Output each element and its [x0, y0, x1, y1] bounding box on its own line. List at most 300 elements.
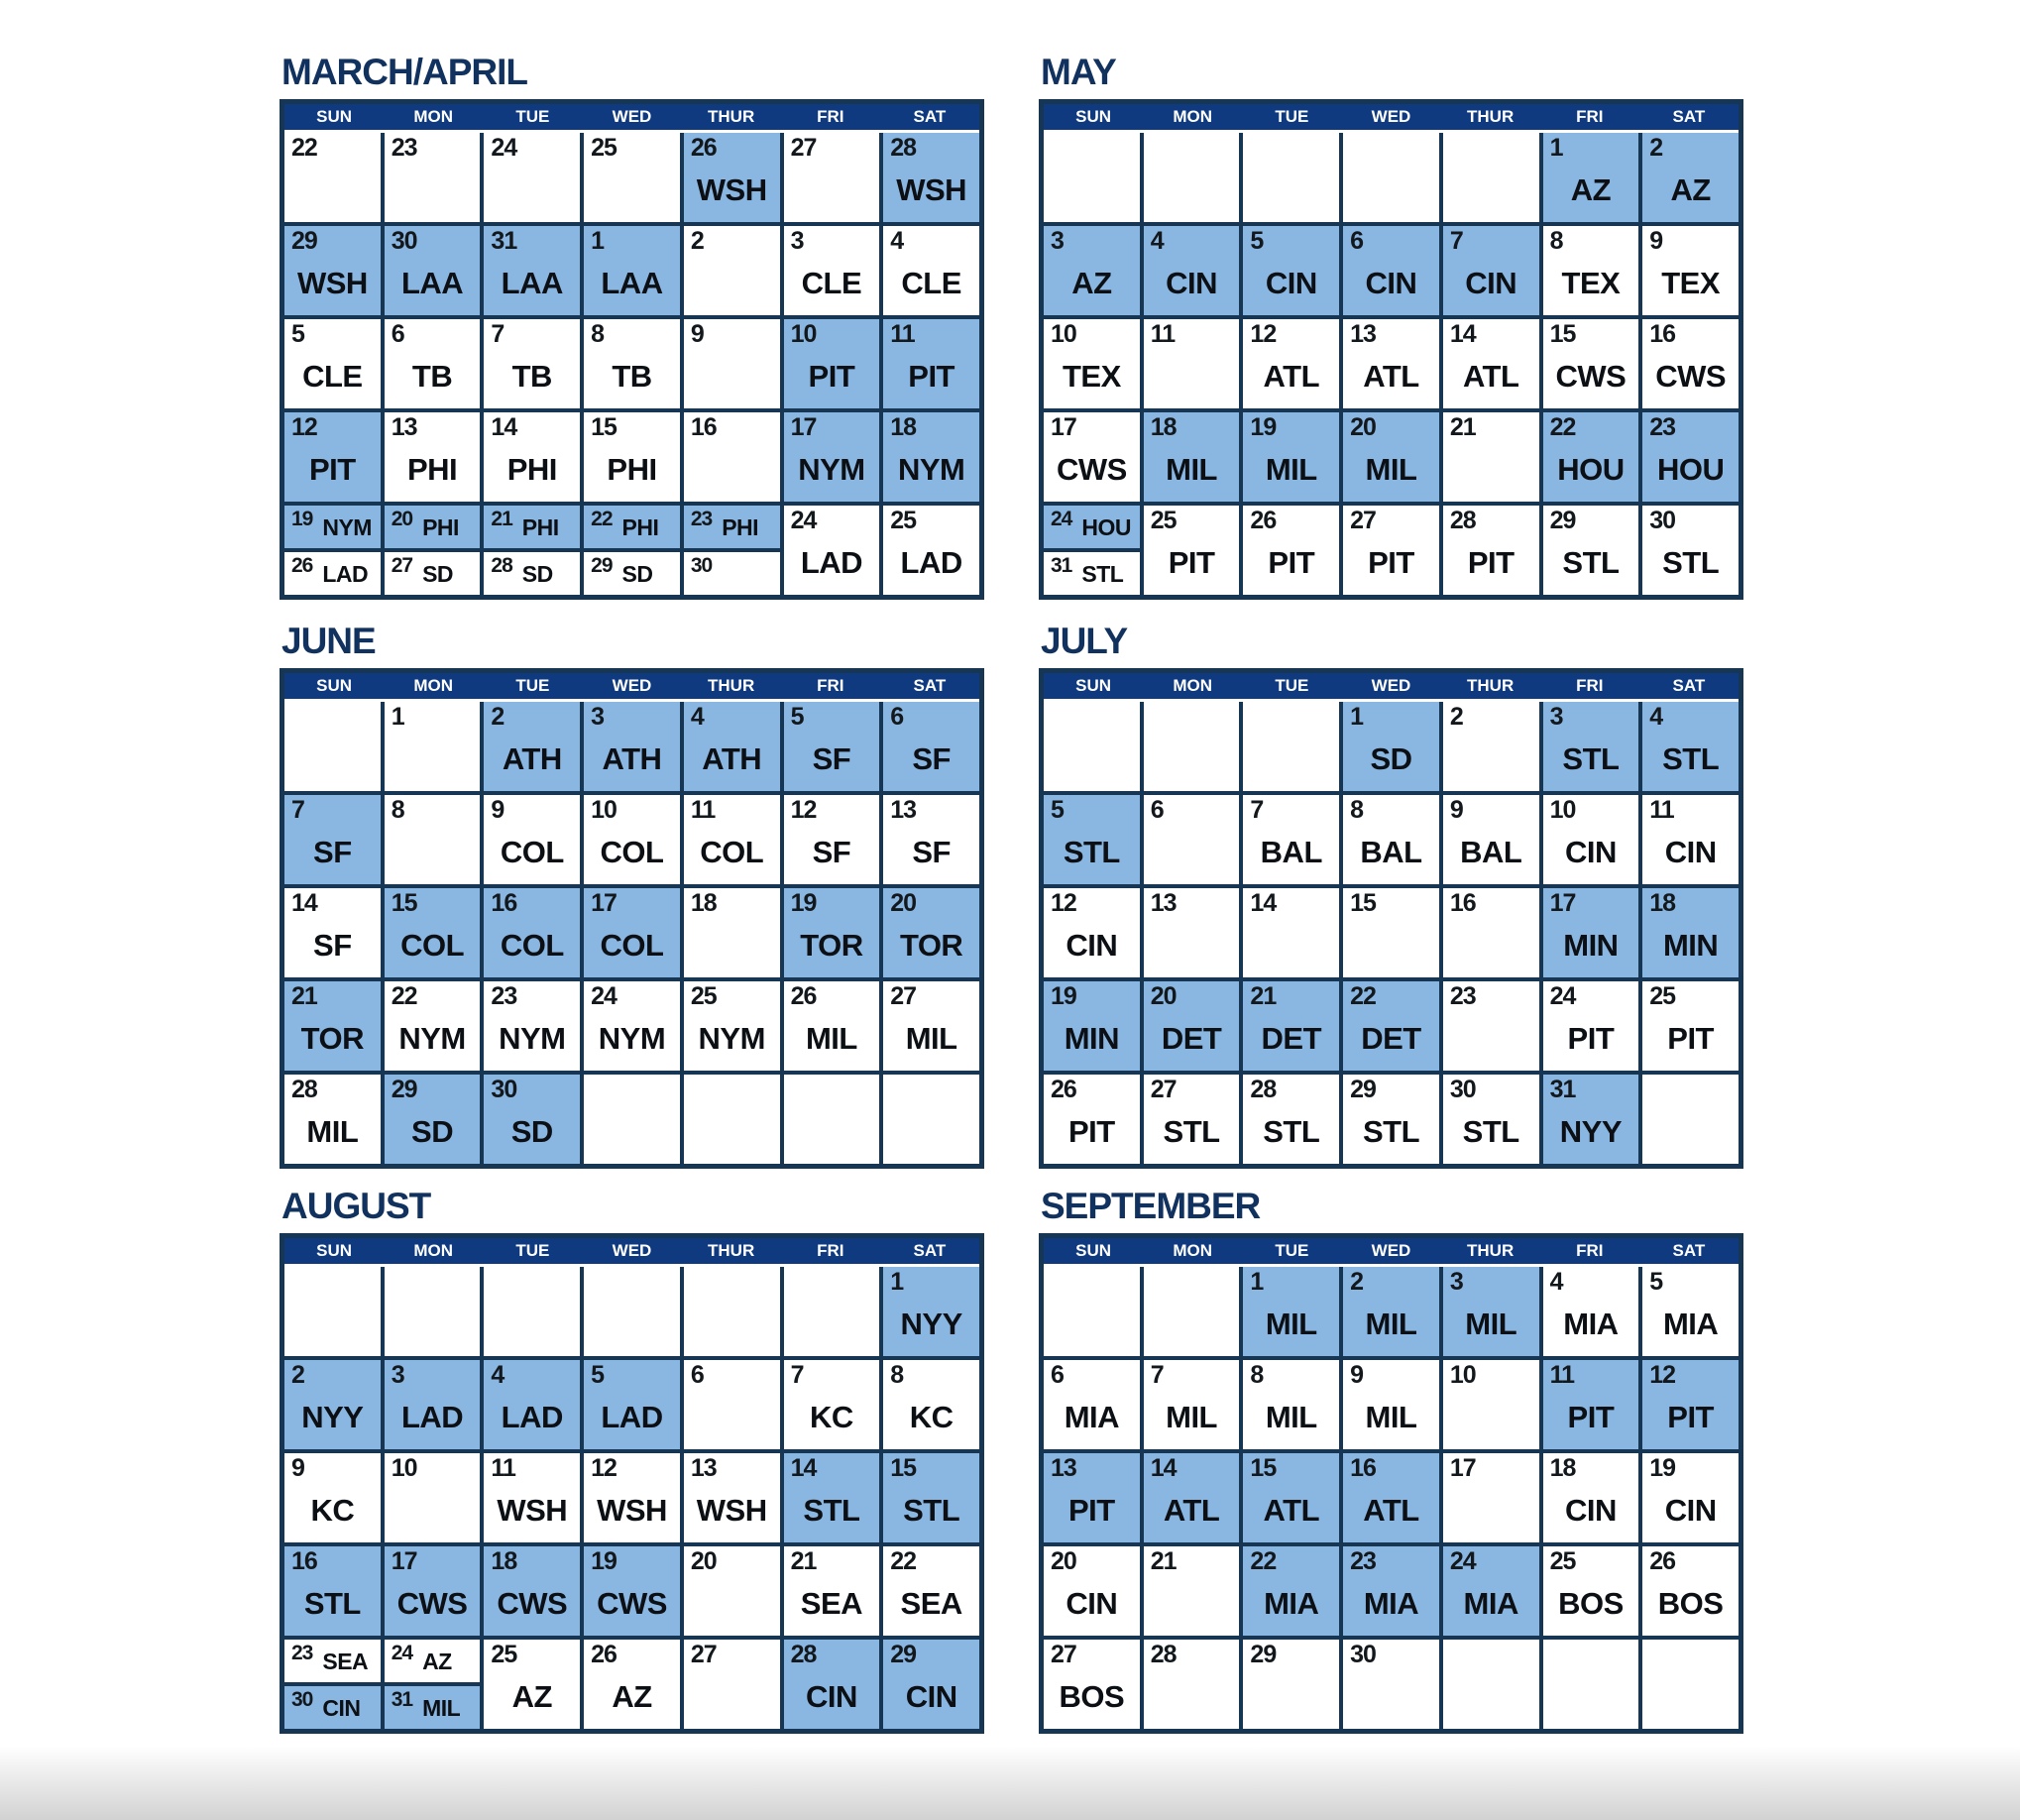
day-number: 1 [1350, 703, 1364, 731]
calendar-cell [1243, 1360, 1339, 1449]
opponent-code: PHI [607, 452, 657, 487]
calendar-cell [1343, 702, 1439, 791]
calendar-cell-bottom [385, 552, 481, 595]
calendar-cell [883, 1640, 979, 1729]
calendar-cell [1243, 319, 1339, 408]
day-number: 30 [491, 1076, 517, 1103]
day-number: 12 [591, 1454, 617, 1482]
calendar-cell [385, 795, 481, 884]
calendar-cell [1343, 319, 1439, 408]
calendar-cell [684, 412, 780, 502]
opponent-code: CIN [1564, 1493, 1617, 1528]
day-number: 19 [591, 1547, 617, 1575]
opponent-code: LAD [322, 561, 369, 587]
day-number: 11 [690, 796, 716, 824]
day-number: 29 [1350, 1076, 1376, 1103]
opponent-code: PIT [1067, 1114, 1115, 1149]
opponent-code: NYM [698, 1021, 765, 1056]
day-number: 20 [391, 508, 413, 530]
day-number: 28 [1250, 1076, 1277, 1103]
day-number: 11 [491, 1454, 515, 1482]
opponent-code: WSH [696, 172, 767, 207]
day-number: 24 [391, 1642, 413, 1664]
month-cells [284, 133, 979, 595]
opponent-code: PIT [1067, 1493, 1115, 1528]
weekday-label: SUN [316, 676, 353, 695]
month-calendar-july [1039, 623, 1743, 1169]
weekday-label: TUE [1275, 1241, 1309, 1260]
weekday-label: FRI [1576, 107, 1604, 126]
opponent-code: LAA [400, 266, 464, 300]
calendar-cell [284, 1546, 381, 1636]
month-title: MAY [1041, 52, 1116, 92]
day-number: 1 [1250, 1268, 1264, 1296]
calendar-cell [584, 888, 680, 977]
calendar-cell [1443, 888, 1539, 977]
opponent-code: ATL [1263, 359, 1320, 394]
calendar-cell [584, 795, 680, 884]
day-number: 3 [1449, 1268, 1463, 1296]
day-number: 4 [1549, 1268, 1563, 1296]
month-cells [284, 1267, 979, 1729]
opponent-code: MIL [1265, 1307, 1317, 1341]
weekday-label: SUN [1075, 1241, 1112, 1260]
calendar-cell [1543, 133, 1639, 222]
opponent-code: BAL [1360, 835, 1422, 869]
opponent-code: LAD [900, 545, 962, 580]
day-number: 15 [890, 1454, 917, 1482]
opponent-code: ATL [1163, 1493, 1220, 1528]
calendar-cell [484, 1360, 580, 1449]
calendar-cell [284, 1267, 381, 1356]
calendar-cell [1443, 412, 1539, 502]
weekday-label: THUR [1467, 676, 1515, 695]
calendar-cell [584, 1546, 680, 1636]
weekday-label: MON [413, 676, 454, 695]
calendar-cell [385, 412, 481, 502]
calendar-cell [1144, 133, 1240, 222]
calendar-cell [684, 795, 780, 884]
opponent-code: MIL [1166, 1400, 1217, 1434]
day-number: 26 [1051, 1076, 1076, 1103]
weekday-label: TUE [515, 676, 550, 695]
day-number: 31 [1051, 554, 1072, 577]
day-number: 17 [591, 889, 617, 917]
calendar-cell [385, 1075, 481, 1164]
opponent-code: KC [810, 1400, 853, 1434]
calendar-cell [1343, 1267, 1439, 1356]
calendar-cell [883, 702, 979, 791]
opponent-code: CWS [1056, 452, 1127, 487]
calendar-cell [385, 1453, 481, 1542]
calendar-cell [484, 133, 580, 222]
calendar-cell [584, 226, 680, 315]
opponent-code: NYM [499, 1021, 566, 1056]
opponent-code: TOR [899, 928, 963, 963]
calendar-cell [484, 226, 580, 315]
day-number: 23 [291, 1642, 313, 1664]
day-number: 13 [1051, 1454, 1076, 1482]
month-title: JULY [1041, 621, 1128, 661]
calendar-cell [1443, 1075, 1539, 1164]
calendar-cell [385, 981, 481, 1071]
calendar-cell [1642, 226, 1739, 315]
calendar-cell [1543, 1640, 1639, 1729]
calendar-cell-bottom [584, 552, 680, 595]
opponent-code: SEA [322, 1649, 369, 1674]
day-number: 2 [1649, 134, 1663, 162]
day-number: 16 [491, 889, 517, 917]
opponent-code: LAD [601, 1400, 663, 1434]
day-number: 15 [591, 413, 617, 441]
opponent-code: SF [313, 928, 352, 963]
calendar-cell [784, 888, 880, 977]
weekday-header-bar [284, 673, 979, 702]
opponent-code: MIL [905, 1021, 957, 1056]
calendar-cell [684, 226, 780, 315]
calendar-cell [584, 1360, 680, 1449]
opponent-code: WSH [497, 1493, 568, 1528]
day-number: 18 [1150, 413, 1177, 441]
opponent-code: SD [411, 1114, 454, 1149]
calendar-cell [1443, 1267, 1539, 1356]
month-grid [280, 1233, 984, 1734]
day-number: 5 [291, 320, 304, 348]
calendar-cell-bottom [684, 552, 780, 595]
calendar-cell-split [1044, 506, 1140, 595]
day-number: 17 [1051, 413, 1076, 441]
opponent-code: AZ [511, 1679, 552, 1714]
opponent-code: WSH [296, 266, 368, 300]
calendar-cell [883, 506, 979, 595]
day-number: 28 [291, 1076, 317, 1103]
opponent-code: MIN [1064, 1021, 1120, 1056]
calendar-cell [1144, 1640, 1240, 1729]
opponent-code: SF [912, 835, 951, 869]
calendar-cell [883, 888, 979, 977]
day-number: 26 [291, 554, 313, 577]
day-number: 27 [890, 982, 917, 1010]
opponent-code: MIL [306, 1114, 359, 1149]
opponent-code: TEX [1661, 266, 1721, 300]
weekday-label: WED [612, 676, 652, 695]
day-number: 17 [790, 413, 817, 441]
opponent-code: CWS [1555, 359, 1627, 394]
opponent-code: MIL [1365, 1400, 1417, 1434]
opponent-code: SD [1370, 741, 1412, 776]
calendar-cell-top [284, 506, 381, 548]
day-number: 12 [790, 796, 817, 824]
day-number: 4 [890, 227, 904, 255]
opponent-code: ATL [1263, 1493, 1320, 1528]
day-number: 25 [591, 134, 617, 162]
calendar-cell [784, 319, 880, 408]
calendar-cell [883, 1453, 979, 1542]
calendar-cell [1044, 133, 1140, 222]
calendar-cell [684, 1640, 780, 1729]
weekday-label: WED [612, 1241, 652, 1260]
opponent-code: MIL [1265, 452, 1317, 487]
opponent-code: PIT [1567, 1021, 1615, 1056]
opponent-code: MIL [1365, 1307, 1417, 1341]
calendar-cell [1642, 702, 1739, 791]
calendar-cell [1144, 226, 1240, 315]
opponent-code: LAD [800, 545, 863, 580]
day-number: 28 [890, 134, 917, 162]
calendar-cell [1243, 226, 1339, 315]
opponent-code: SF [812, 741, 851, 776]
day-number: 4 [1150, 227, 1164, 255]
day-number: 28 [1150, 1641, 1177, 1668]
opponent-code: CIN [805, 1679, 857, 1714]
calendar-cell [1443, 1453, 1539, 1542]
opponent-code: AZ [1570, 172, 1612, 207]
weekday-label: SAT [913, 107, 947, 126]
day-number: 21 [291, 982, 317, 1010]
calendar-cell [584, 1640, 680, 1729]
calendar-cell-bottom [284, 552, 381, 595]
day-number: 25 [491, 1641, 517, 1668]
calendar-cell [385, 1360, 481, 1449]
day-number: 23 [1649, 413, 1676, 441]
day-number: 11 [1150, 320, 1176, 348]
opponent-code: MIA [1563, 1307, 1619, 1341]
calendar-cell [1443, 1640, 1539, 1729]
day-number: 27 [1051, 1641, 1076, 1668]
calendar-cell [484, 795, 580, 884]
calendar-cell [1243, 1267, 1339, 1356]
opponent-code: PIT [1268, 545, 1315, 580]
day-number: 6 [391, 320, 404, 348]
opponent-code: COL [500, 835, 564, 869]
calendar-cell [1543, 888, 1639, 977]
day-number: 3 [1051, 227, 1064, 255]
day-number: 29 [291, 227, 317, 255]
opponent-code: MIA [1064, 1400, 1120, 1434]
day-number: 8 [591, 320, 605, 348]
weekday-header-bar [1044, 673, 1739, 702]
day-number: 29 [890, 1641, 917, 1668]
day-number: 19 [1051, 982, 1076, 1010]
weekday-label: MON [413, 1241, 454, 1260]
day-number: 9 [1649, 227, 1663, 255]
calendar-cell [1543, 702, 1639, 791]
calendar-cell [584, 1453, 680, 1542]
weekday-label: SAT [1672, 676, 1706, 695]
weekday-label: THUR [708, 676, 755, 695]
calendar-cell [284, 888, 381, 977]
day-number: 15 [1350, 889, 1376, 917]
day-number: 13 [890, 796, 917, 824]
day-number: 8 [890, 1361, 904, 1389]
calendar-cell [784, 1075, 880, 1164]
opponent-code: ATH [702, 741, 762, 776]
day-number: 8 [1250, 1361, 1264, 1389]
weekday-label: SUN [1075, 676, 1112, 695]
month-title: JUNE [281, 621, 376, 661]
opponent-code: STL [1163, 1114, 1220, 1149]
calendar-cell [1543, 506, 1639, 595]
month-calendar-june [280, 623, 984, 1169]
calendar-cell [784, 412, 880, 502]
calendar-cell-top [1044, 506, 1140, 548]
opponent-code: STL [303, 1586, 361, 1621]
calendar-cell [1443, 506, 1539, 595]
calendar-cell [1044, 1267, 1140, 1356]
calendar-cell [385, 133, 481, 222]
opponent-code: PHI [521, 514, 559, 540]
calendar-cell [1343, 795, 1439, 884]
day-number: 1 [890, 1268, 904, 1296]
calendar-cell [1443, 319, 1539, 408]
calendar-cell [784, 1267, 880, 1356]
day-number: 18 [1549, 1454, 1576, 1482]
calendar-cell [784, 1360, 880, 1449]
day-number: 24 [1549, 982, 1576, 1010]
day-number: 24 [491, 134, 517, 162]
day-number: 6 [1051, 1361, 1064, 1389]
day-number: 2 [1449, 703, 1463, 731]
calendar-cell-split [284, 1640, 381, 1729]
weekday-label: SAT [913, 676, 947, 695]
day-number: 5 [790, 703, 804, 731]
day-number: 5 [1649, 1268, 1663, 1296]
calendar-cell-split [385, 1640, 481, 1729]
calendar-cell [584, 981, 680, 1071]
day-number: 27 [690, 1641, 717, 1668]
opponent-code: PHI [506, 452, 557, 487]
day-number: 29 [1549, 507, 1576, 534]
opponent-code: MIL [1166, 452, 1217, 487]
day-number: 23 [1449, 982, 1476, 1010]
calendar-cell [684, 1546, 780, 1636]
opponent-code: KC [909, 1400, 954, 1434]
calendar-cell [1243, 795, 1339, 884]
calendar-cell [883, 795, 979, 884]
day-number: 10 [1549, 796, 1576, 824]
opponent-code: NYM [598, 1021, 666, 1056]
day-number: 5 [1051, 796, 1064, 824]
weekday-label: FRI [1576, 1241, 1604, 1260]
opponent-code: NYM [398, 1021, 466, 1056]
day-number: 11 [1549, 1361, 1574, 1389]
day-number: 9 [1350, 1361, 1364, 1389]
month-calendar-march-april [280, 54, 984, 600]
weekday-label: MON [1173, 676, 1213, 695]
day-number: 18 [690, 889, 717, 917]
calendar-cell [284, 412, 381, 502]
calendar-cell [1144, 795, 1240, 884]
opponent-code: CIN [1564, 835, 1617, 869]
opponent-code: MIN [1563, 928, 1619, 963]
month-grid [1039, 99, 1743, 600]
opponent-code: STL [1662, 741, 1720, 776]
day-number: 23 [690, 508, 713, 530]
day-number: 16 [690, 413, 717, 441]
opponent-code: COL [500, 928, 564, 963]
day-number: 11 [890, 320, 915, 348]
calendar-cell [284, 1075, 381, 1164]
opponent-code: COL [600, 928, 664, 963]
calendar-cell [484, 1075, 580, 1164]
calendar-cell [284, 702, 381, 791]
day-number: 7 [790, 1361, 804, 1389]
calendar-cell [684, 1453, 780, 1542]
calendar-cell-bottom [484, 552, 580, 595]
day-number: 20 [1051, 1547, 1076, 1575]
opponent-code: WSH [696, 1493, 767, 1528]
calendar-cell [1642, 1360, 1739, 1449]
month-calendar-may [1039, 54, 1743, 600]
opponent-code: PHI [406, 452, 458, 487]
opponent-code: PHI [422, 514, 459, 540]
day-number: 2 [491, 703, 505, 731]
opponent-code: CWS [1655, 359, 1727, 394]
calendar-cell [1044, 226, 1140, 315]
day-number: 27 [1150, 1076, 1177, 1103]
weekday-label: SUN [316, 1241, 353, 1260]
day-number: 14 [1150, 1454, 1177, 1482]
day-number: 19 [790, 889, 817, 917]
day-number: 18 [890, 413, 917, 441]
calendar-cell [1044, 1075, 1140, 1164]
opponent-code: LAD [400, 1400, 464, 1434]
opponent-code: CIN [1066, 1586, 1118, 1621]
day-number: 22 [291, 134, 317, 162]
calendar-cell [484, 1640, 580, 1729]
weekday-label: SAT [1672, 1241, 1706, 1260]
opponent-code: HOU [1081, 514, 1131, 540]
weekday-label: WED [1371, 676, 1411, 695]
day-number: 30 [1649, 507, 1676, 534]
calendar-cell [1144, 1546, 1240, 1636]
day-number: 21 [491, 508, 512, 530]
day-number: 25 [690, 982, 717, 1010]
opponent-code: TEX [1062, 359, 1121, 394]
calendar-cell [284, 1360, 381, 1449]
day-number: 12 [1250, 320, 1277, 348]
calendar-cell [784, 506, 880, 595]
calendar-cell [1044, 888, 1140, 977]
day-number: 20 [890, 889, 917, 917]
opponent-code: BOS [1059, 1679, 1125, 1714]
day-number: 28 [491, 554, 512, 577]
calendar-cell [1443, 133, 1539, 222]
day-number: 22 [1250, 1547, 1277, 1575]
opponent-code: TB [511, 359, 552, 394]
opponent-code: SD [521, 561, 553, 587]
calendar-cell [1243, 133, 1339, 222]
calendar-cell [1144, 702, 1240, 791]
weekday-label: WED [1371, 1241, 1411, 1260]
opponent-code: CWS [597, 1586, 667, 1621]
calendar-cell [484, 1453, 580, 1542]
calendar-cell [1543, 1360, 1639, 1449]
calendar-cell [1144, 1075, 1240, 1164]
day-number: 18 [491, 1547, 517, 1575]
opponent-code: STL [1562, 741, 1620, 776]
calendar-cell-top [284, 1640, 381, 1682]
calendar-cell [1543, 1075, 1639, 1164]
opponent-code: SEA [900, 1586, 962, 1621]
day-number: 3 [1549, 703, 1563, 731]
day-number: 19 [1250, 413, 1277, 441]
day-number: 13 [1350, 320, 1376, 348]
calendar-cell [883, 981, 979, 1071]
day-number: 8 [1350, 796, 1364, 824]
weekday-label: THUR [708, 1241, 755, 1260]
opponent-code: CIN [322, 1695, 361, 1721]
